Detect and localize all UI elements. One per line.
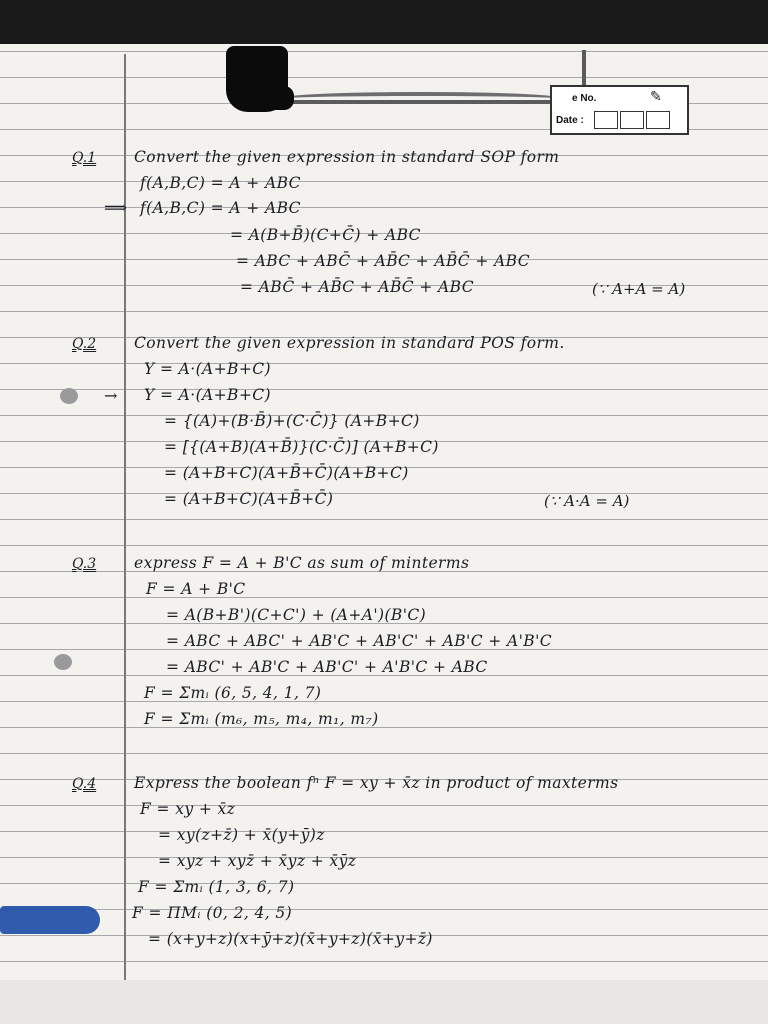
arrow-icon: ⟹ (104, 198, 127, 217)
question-text: express F = A + B'C as sum of minterms (134, 554, 470, 572)
expression-line: F = Σmᵢ (6, 5, 4, 1, 7) (144, 684, 322, 702)
date-label: Date : (556, 115, 584, 126)
expression-line: F = xy + x̄z (140, 800, 236, 818)
expression-line: = (x+y+z)(x+ȳ+z)(x̄+y+z)(x̄+y+z̄) (148, 930, 433, 948)
expression-line: f(A,B,C) = A + ABC (140, 199, 301, 217)
expression-line: = xyz + xyz̄ + x̄yz + x̄ȳz (158, 852, 357, 870)
expression-line: F = Σmᵢ (1, 3, 6, 7) (138, 878, 295, 896)
blue-marker-strip (0, 906, 100, 934)
expression-line: = (A+B+C)(A+B̄+C̄) (164, 490, 334, 508)
notebook-page (0, 44, 768, 980)
expression-line: = ABC + ABC̄ + AB̄C + AB̄C̄ + ABC (236, 252, 530, 270)
clipboard-wire (276, 92, 566, 106)
question-text: Convert the given expression in standard POS form. (134, 334, 565, 352)
expression-line: = A(B+B')(C+C') + (A+A')(B'C) (166, 606, 427, 624)
punch-hole (54, 654, 72, 670)
expression-line: = [{(A+B)(A+B̄)}(C·C̄)] (A+B+C) (164, 438, 439, 456)
question-number: Q.4 (72, 776, 97, 792)
expression-line: = A(B+B̄)(C+C̄) + ABC (230, 226, 421, 244)
expression-line: = ABC + ABC' + AB'C + AB'C' + AB'C + A'B'C (166, 632, 552, 650)
pen-icon: ✎ (650, 89, 662, 105)
date-cell (620, 111, 644, 129)
expression-line: Y = A·(A+B+C) (144, 360, 271, 378)
question-number: Q.1 (72, 150, 97, 166)
expression-line: = ABC' + AB'C + AB'C' + A'B'C + ABC (166, 658, 488, 676)
question-text: Convert the given expression in standard SOP form (134, 148, 560, 166)
identity-note: (∵ A+A = A) (592, 280, 686, 298)
margin-line (124, 54, 126, 980)
expression-line: F = A + B'C (146, 580, 246, 598)
clipboard-clip-handle (226, 46, 288, 112)
expression-line: F = ΠMᵢ (0, 2, 4, 5) (132, 904, 293, 922)
question-number: Q.2 (72, 336, 97, 352)
expression-line: = (A+B+C)(A+B̄+C̄)(A+B+C) (164, 464, 409, 482)
page-date-box (550, 85, 689, 135)
question-number: Q.3 (72, 556, 97, 572)
expression-line: = ABC̄ + AB̄C + AB̄C̄ + ABC (240, 278, 474, 296)
date-cell (594, 111, 618, 129)
expression-line: = xy(z+z̄) + x̄(y+ȳ)z (158, 826, 325, 844)
expression-line: F = Σmᵢ (m₆, m₅, m₄, m₁, m₇) (144, 710, 379, 728)
page-bottom-edge (0, 980, 768, 1024)
expression-line: = {(A)+(B·B̄)+(C·C̄)} (A+B+C) (164, 412, 420, 430)
expression-line: f(A,B,C) = A + ABC (140, 174, 301, 192)
expression-line: Y = A·(A+B+C) (144, 386, 271, 404)
identity-note: (∵ A·A = A) (544, 492, 630, 510)
arrow-icon: → (104, 386, 118, 405)
punch-hole (60, 388, 78, 404)
question-text: Express the boolean fⁿ F = xy + x̄z in product of maxterms (134, 774, 619, 792)
page-no-label: e No. (572, 93, 597, 104)
date-cell (646, 111, 670, 129)
